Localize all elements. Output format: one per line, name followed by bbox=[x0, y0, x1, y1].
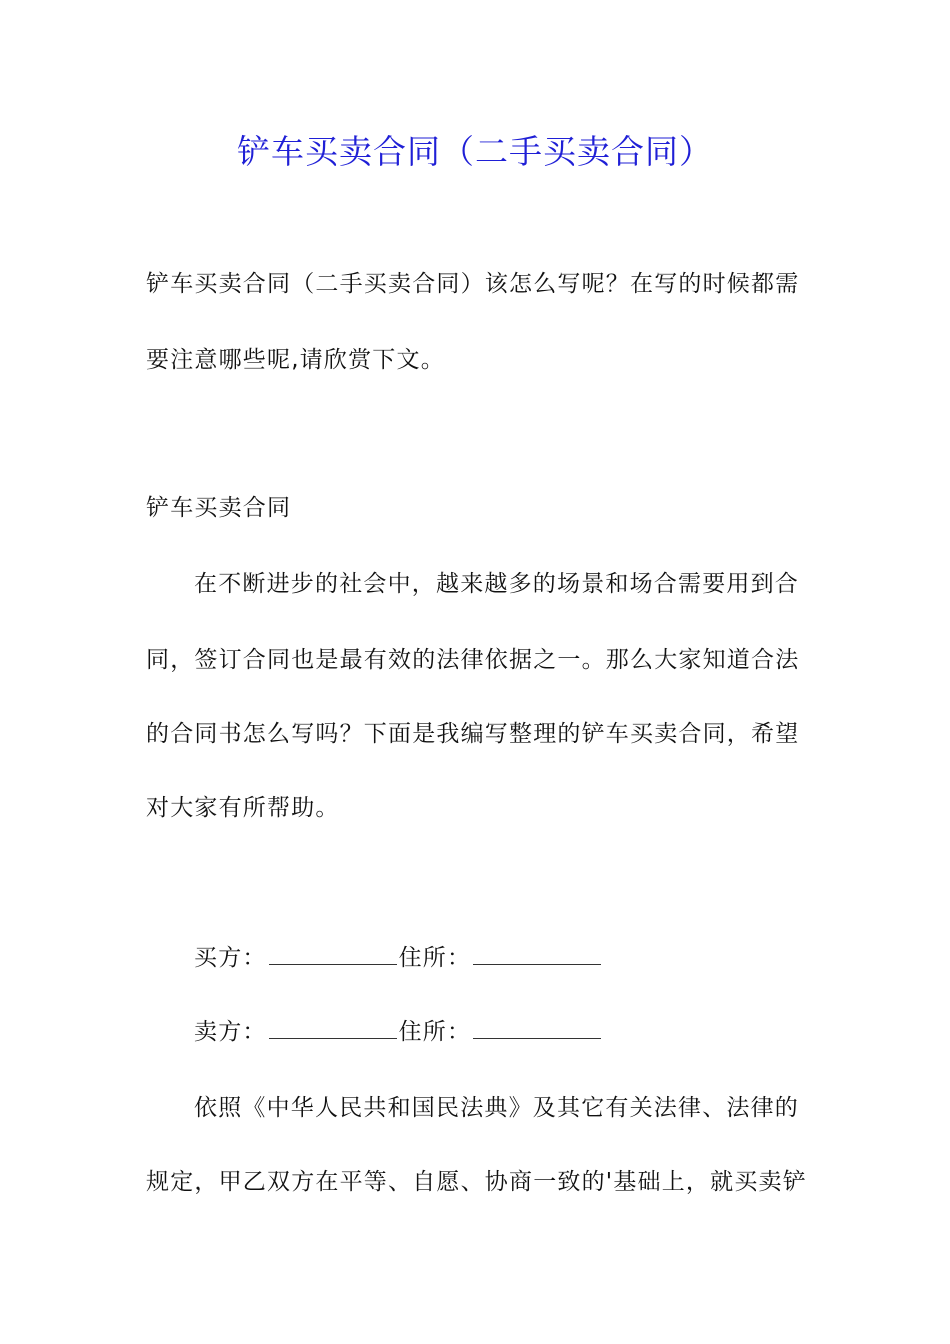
seller-address-blank[interactable] bbox=[473, 1014, 601, 1039]
buyer-label: 买方： bbox=[194, 945, 267, 971]
intro-line-2: 要注意哪些呢,请欣赏下文。 bbox=[146, 347, 445, 373]
seller-name-blank[interactable] bbox=[269, 1014, 397, 1039]
body-line-3: 的合同书怎么写吗？下面是我编写整理的铲车买卖合同，希望 bbox=[146, 721, 800, 747]
seller-line bbox=[194, 1014, 854, 1050]
legal-line-2: 规定，甲乙双方在平等、自愿、协商一致的'基础上，就买卖铲 bbox=[146, 1169, 807, 1195]
body-line-1: 在不断进步的社会中，越来越多的场景和场合需要用到合 bbox=[194, 571, 799, 597]
body-line-2: 同，签订合同也是最有效的法律依据之一。那么大家知道合法 bbox=[146, 647, 800, 673]
buyer-address-blank[interactable] bbox=[473, 940, 601, 965]
document-title: 铲车买卖合同（二手买卖合同） bbox=[237, 132, 713, 171]
legal-line-1: 依照《中华人民共和国民法典》及其它有关法律、法律的 bbox=[194, 1095, 799, 1121]
intro-line-1: 铲车买卖合同（二手买卖合同）该怎么写呢？在写的时候都需 bbox=[146, 271, 800, 297]
buyer-address-label: 住所： bbox=[398, 945, 472, 971]
buyer-line bbox=[194, 940, 854, 976]
section-heading: 铲车买卖合同 bbox=[146, 495, 292, 521]
seller-label: 卖方： bbox=[194, 1019, 267, 1045]
buyer-name-blank[interactable] bbox=[269, 940, 397, 965]
body-line-4: 对大家有所帮助。 bbox=[146, 795, 340, 821]
seller-address-label: 住所： bbox=[398, 1019, 472, 1045]
